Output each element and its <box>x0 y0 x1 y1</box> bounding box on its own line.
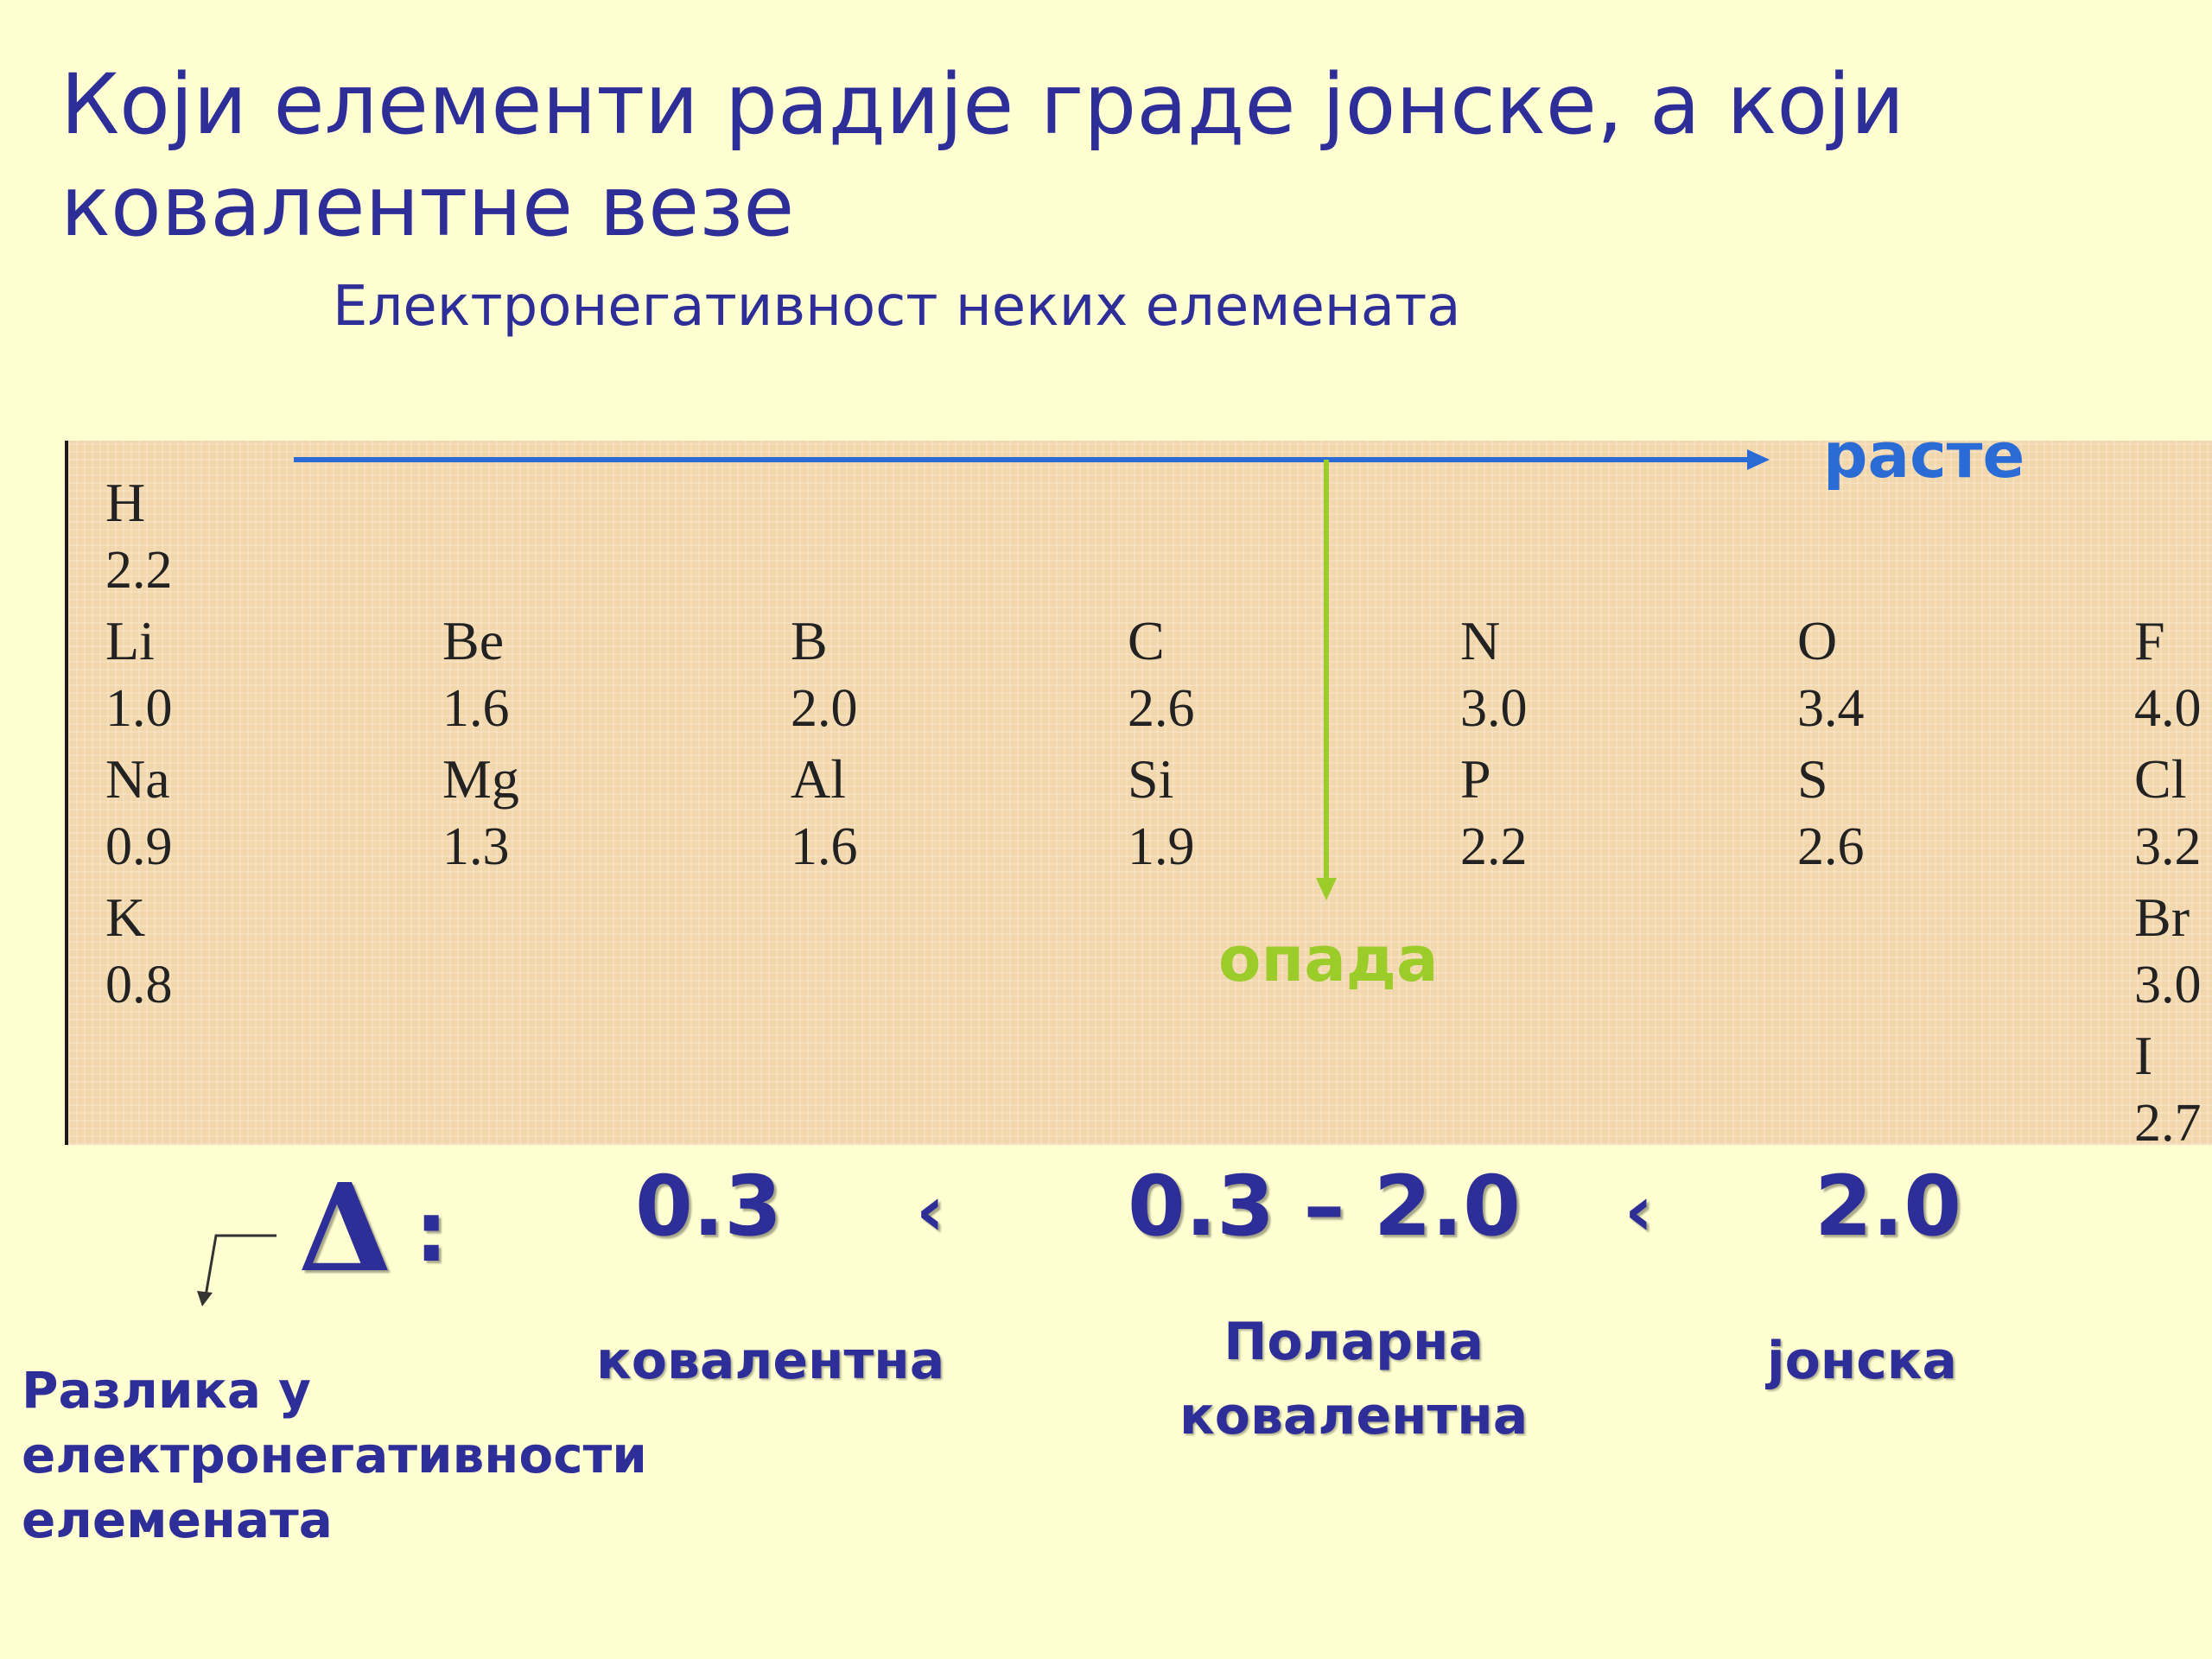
polar-covalent-line-1: Поларна <box>1224 1312 1484 1372</box>
threshold-range: 0.3 – 2.0 <box>1128 1158 1521 1255</box>
element-symbol: N <box>1460 610 1501 671</box>
element-symbol: Li <box>105 610 155 671</box>
element-electronegativity: 2.6 <box>1797 817 1865 876</box>
element-electronegativity: 3.0 <box>1460 679 1528 738</box>
element-electronegativity: 2.2 <box>105 541 173 600</box>
element-electronegativity: 1.6 <box>442 679 510 738</box>
element-electronegativity: 3.4 <box>1797 679 1865 738</box>
element-symbol: H <box>105 472 146 533</box>
element-symbol: Be <box>442 610 505 671</box>
pointer-arrowhead <box>197 1291 213 1306</box>
element-electronegativity: 1.6 <box>791 817 858 876</box>
pointer-line <box>206 1236 276 1296</box>
slide-subtitle: Електронегативност неких елемената <box>333 275 1461 339</box>
title-line-2: ковалентне везе <box>60 158 795 255</box>
increase-label: расте <box>1823 419 2025 492</box>
delta-colon: : <box>415 1184 448 1281</box>
threshold-high: 2.0 <box>1815 1158 1962 1255</box>
element-symbol: K <box>105 887 146 948</box>
element-symbol: B <box>791 610 828 671</box>
element-symbol: I <box>2134 1025 2153 1086</box>
element-electronegativity: 4.0 <box>2134 679 2202 738</box>
difference-note <box>22 1358 647 1553</box>
element-electronegativity: 2.2 <box>1460 817 1528 876</box>
less-than-1: ‹ <box>916 1171 944 1251</box>
decrease-label: опада <box>1218 923 1439 995</box>
element-electronegativity: 2.6 <box>1128 679 1195 738</box>
element-electronegativity: 3.2 <box>2134 817 2202 876</box>
element-electronegativity: 2.0 <box>791 679 858 738</box>
element-symbol: S <box>1797 748 1828 810</box>
element-symbol: F <box>2134 610 2165 671</box>
note-line-1: Разлика у <box>22 1361 311 1420</box>
element-electronegativity: 1.0 <box>105 679 173 738</box>
element-symbol: Cl <box>2134 748 2187 810</box>
element-electronegativity: 1.9 <box>1128 817 1195 876</box>
threshold-low: 0.3 <box>635 1158 783 1255</box>
element-electronegativity: 3.0 <box>2134 956 2202 1014</box>
note-line-3: елемената <box>22 1491 333 1549</box>
element-symbol: O <box>1797 610 1838 671</box>
delta-symbol: Δ <box>298 1158 392 1300</box>
element-symbol: Al <box>791 748 846 810</box>
element-electronegativity: 2.7 <box>2134 1094 2202 1153</box>
note-line-2: електронегативности <box>22 1426 647 1484</box>
title-line-1: Који елементи радије граде јонске, а који <box>60 56 1905 153</box>
polar-covalent-line-2: ковалентна <box>1179 1386 1529 1446</box>
ionic-label: јонска <box>1767 1331 1958 1391</box>
element-symbol: Mg <box>442 748 519 810</box>
element-electronegativity: 0.9 <box>105 817 173 876</box>
less-than-2: ‹ <box>1624 1171 1653 1251</box>
element-symbol: C <box>1128 610 1165 671</box>
element-symbol: Na <box>105 748 170 810</box>
element-symbol: Si <box>1128 748 1174 810</box>
element-symbol: Br <box>2134 887 2190 948</box>
covalent-label: ковалентна <box>596 1331 945 1391</box>
element-symbol: P <box>1460 748 1491 810</box>
element-electronegativity: 0.8 <box>105 956 173 1014</box>
element-electronegativity: 1.3 <box>442 817 510 876</box>
